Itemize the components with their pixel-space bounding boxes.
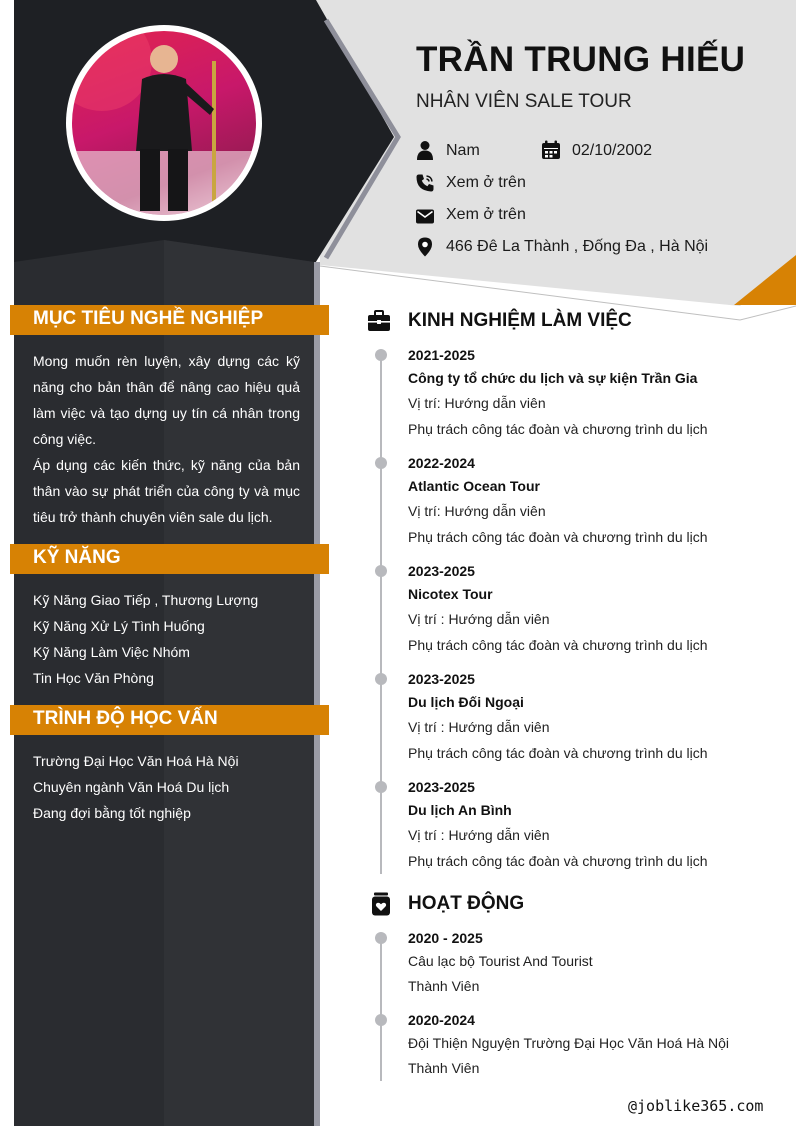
education-heading-bar <box>10 705 329 735</box>
activity-role: Thành Viên <box>408 978 480 994</box>
timeline-dot <box>375 673 387 685</box>
birthdate-value: 02/10/2002 <box>572 142 653 159</box>
activity-org: Câu lạc bộ Tourist And Tourist <box>408 953 593 969</box>
objective-paragraph-1: Mong muốn rèn luyện, xây dựng các kỹ năng cho bản thân để nâng cao hiệu quả làm việc và tạo dựng uy tín cá nhân trong công việc. <box>33 353 300 447</box>
avatar <box>66 25 262 221</box>
jar-heart-icon <box>370 892 392 916</box>
address-value: 466 Đê La Thành , Đống Đa , Hà Nội <box>446 238 709 255</box>
objective-heading: MỤC TIÊU NGHỀ NGHIỆP <box>33 308 264 329</box>
timeline-dot <box>375 932 387 944</box>
job-title: NHÂN VIÊN SALE TOUR <box>416 91 632 112</box>
experience-period: 2023-2025 <box>408 563 475 579</box>
timeline-dot <box>375 565 387 577</box>
experience-period: 2023-2025 <box>408 779 475 795</box>
experience-company: Du lịch An Bình <box>408 802 512 818</box>
experience-company: Du lịch Đối Ngoại <box>408 694 524 710</box>
skill-item: Kỹ Năng Xử Lý Tình Huống <box>33 618 205 634</box>
location-pin-icon <box>415 237 435 257</box>
timeline-dot <box>375 1014 387 1026</box>
experience-position: Vị trí : Hướng dẫn viên <box>408 827 550 843</box>
education-item: Đang đợi bằng tốt nghiệp <box>33 805 191 821</box>
skills-heading: KỸ NĂNG <box>33 547 121 568</box>
timeline-dot <box>375 457 387 469</box>
activity-period: 2020 - 2025 <box>408 930 483 946</box>
skills-heading-bar <box>10 544 329 574</box>
profile-photo <box>72 31 256 215</box>
experience-period: 2022-2024 <box>408 455 475 471</box>
education-item: Trường Đại Học Văn Hoá Hà Nội <box>33 753 239 769</box>
activities-heading: HOẠT ĐỘNG <box>408 893 525 914</box>
email-icon <box>415 206 435 226</box>
skill-item: Tin Học Văn Phòng <box>33 670 154 686</box>
activities-timeline-line <box>380 935 382 1081</box>
briefcase-icon <box>367 309 391 333</box>
phone-icon <box>415 173 435 193</box>
objective-heading-bar <box>10 305 329 335</box>
experience-company: Công ty tổ chức du lịch và sự kiện Trần Gia <box>408 370 698 386</box>
person-photo-illustration <box>72 31 256 215</box>
person-icon <box>415 140 435 160</box>
objective-paragraph-2: Áp dụng các kiến thức, kỹ năng của bản thân vào sự phát triển của công ty và mục tiêu trở thành chuyên viên sale du lịch. <box>33 457 300 525</box>
experience-duty: Phụ trách công tác đoàn và chương trình du lịch <box>408 421 708 437</box>
activity-role: Thành Viên <box>408 1060 480 1076</box>
phone-value: Xem ở trên <box>446 174 526 191</box>
candidate-name: TRẦN TRUNG HIẾU <box>416 40 746 79</box>
activity-org: Đội Thiện Nguyện Trường Đại Học Văn Hoá Hà Nội <box>408 1035 730 1051</box>
watermark-text: @joblike365.com <box>628 1097 764 1115</box>
activity-period: 2020-2024 <box>408 1012 475 1028</box>
experience-heading: KINH NGHIỆM LÀM VIỆC <box>408 310 632 331</box>
experience-duty: Phụ trách công tác đoàn và chương trình du lịch <box>408 637 708 653</box>
experience-duty: Phụ trách công tác đoàn và chương trình du lịch <box>408 529 708 545</box>
email-value: Xem ở trên <box>446 206 526 223</box>
experience-duty: Phụ trách công tác đoàn và chương trình du lịch <box>408 853 708 869</box>
experience-period: 2023-2025 <box>408 671 475 687</box>
experience-position: Vị trí: Hướng dẫn viên <box>408 503 546 519</box>
skill-item: Kỹ Năng Làm Việc Nhóm <box>33 644 190 660</box>
calendar-icon <box>541 140 561 160</box>
experience-position: Vị trí : Hướng dẫn viên <box>408 719 550 735</box>
education-heading: TRÌNH ĐỘ HỌC VẤN <box>33 708 218 729</box>
experience-company: Atlantic Ocean Tour <box>408 478 540 494</box>
experience-position: Vị trí : Hướng dẫn viên <box>408 611 550 627</box>
experience-position: Vị trí: Hướng dẫn viên <box>408 395 546 411</box>
timeline-dot <box>375 349 387 361</box>
experience-company: Nicotex Tour <box>408 586 493 602</box>
timeline-dot <box>375 781 387 793</box>
experience-period: 2021-2025 <box>408 347 475 363</box>
experience-timeline-line <box>380 352 382 874</box>
education-item: Chuyên ngành Văn Hoá Du lịch <box>33 779 230 795</box>
experience-duty: Phụ trách công tác đoàn và chương trình du lịch <box>408 745 708 761</box>
gender-value: Nam <box>446 142 480 159</box>
skill-item: Kỹ Năng Giao Tiếp , Thương Lượng <box>33 592 259 608</box>
